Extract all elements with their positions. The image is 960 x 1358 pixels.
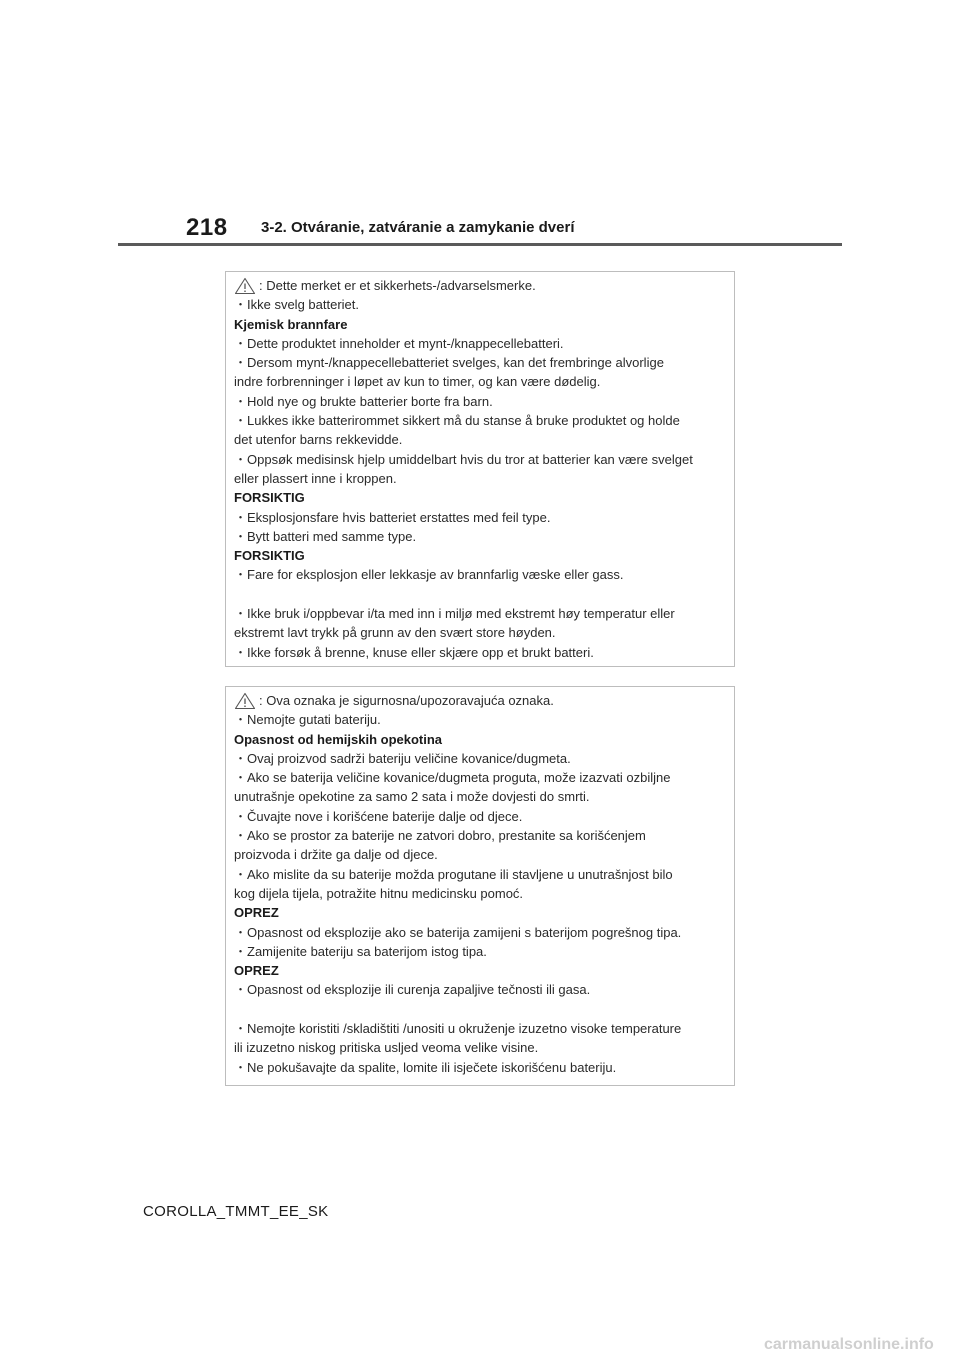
notice-text-line: unutrašnje opekotine za samo 2 sata i može dovjesti do smrti. — [234, 789, 590, 805]
notice-text-line: ・Nemojte koristiti /skladištiti /unositi u okruženje izuzetno visoke temperature — [234, 1021, 682, 1037]
warning-box-norwegian — [225, 271, 735, 667]
notice-text-line: ・Oppsøk medisinsk hjelp umiddelbart hvis du tror at batterier kan være svelget — [234, 451, 693, 467]
notice-heading: FORSIKTIG — [234, 548, 305, 564]
notice-text-line: ・Ako se baterija veličine kovanice/dugmeta proguta, može izazvati ozbiljne — [234, 770, 671, 786]
notice-text-line: ・Ovaj proizvod sadrži bateriju veličine kovanice/dugmeta. — [234, 750, 571, 766]
notice-text-line: ・Nemojte gutati bateriju. — [234, 712, 381, 728]
notice-text-line: ・Ikke bruk i/oppbevar i/ta med inn i miljø med ekstremt høy temperatur eller — [234, 606, 675, 622]
notice-text-line: det utenfor barns rekkevidde. — [234, 432, 403, 448]
notice-text-line: ・Opasnost od eksplozije ili curenja zapaljive tečnosti ili gasa. — [234, 982, 591, 998]
notice-heading: OPREZ — [234, 905, 279, 921]
notice-text-line: ekstremt lavt trykk på grunn av den svært store høyden. — [234, 625, 556, 641]
notice-text-line: ・Fare for eksplosjon eller lekkasje av brannfarlig væske eller gass. — [234, 567, 624, 583]
warning-box-croatian — [225, 686, 735, 1086]
notice-text-line: indre forbrenninger i løpet av kun to timer, og kan være dødelig. — [234, 374, 601, 390]
notice-lines — [234, 295, 728, 662]
notice-text-line: ・Ikke svelg batteriet. — [234, 297, 359, 313]
header-rule — [118, 243, 842, 246]
warning-symbol-line — [234, 276, 728, 295]
document-code: COROLLA_TMMT_EE_SK — [143, 1203, 329, 1220]
notice-text-line: ・Ikke forsøk å brenne, knuse eller skjære opp et brukt batteri. — [234, 644, 594, 660]
warning-symbol-text: : Ova oznaka je sigurnosna/upozoravajuća oznaka. — [259, 693, 554, 708]
page-header — [0, 0, 960, 250]
notice-lines — [234, 710, 728, 1077]
notice-text-line: ・Ne pokušavajte da spalite, lomite ili isječete iskorišćenu bateriju. — [234, 1059, 617, 1075]
notice-text-line: ・Hold nye og brukte batterier borte fra barn. — [234, 393, 493, 409]
notice-text-line: ・Dette produktet inneholder et mynt-/knappecellebatteri. — [234, 335, 564, 351]
notice-text-line: proizvoda i držite ga dalje od djece. — [234, 847, 438, 863]
notice-text-line: ・Ako mislite da su baterije možda progutane ili stavljene u unutrašnjost bilo — [234, 866, 673, 882]
notice-heading: OPREZ — [234, 963, 279, 979]
warning-symbol-line — [234, 691, 728, 710]
notice-heading: Opasnost od hemijskih opekotina — [234, 731, 443, 747]
watermark: carmanualsonline.info — [764, 1336, 934, 1353]
page-number: 218 — [186, 214, 228, 241]
notice-text-line: ・Dersom mynt-/knappecellebatteriet svelges, kan det frembringe alvorlige — [234, 355, 664, 371]
notice-text-line: ・Čuvajte nove i korišćene baterije dalje od djece. — [234, 808, 523, 824]
notice-text-line: ・Eksplosjonsfare hvis batteriet erstattes med feil type. — [234, 509, 551, 525]
section-title: 3-2. Otváranie, zatváranie a zamykanie dverí — [261, 219, 575, 236]
notice-text-line: ・Bytt batteri med samme type. — [234, 528, 417, 544]
notice-text-line: ・Ako se prostor za baterije ne zatvori dobro, prestanite sa korišćenjem — [234, 828, 646, 844]
notice-text-line: kog dijela tijela, potražite hitnu medicinsku pomoć. — [234, 885, 524, 901]
notice-heading: FORSIKTIG — [234, 490, 305, 506]
notice-text-line: ili izuzetno niskog pritiska usljed veoma velike visine. — [234, 1040, 539, 1056]
notice-text-line: eller plassert inne i kroppen. — [234, 470, 397, 486]
notice-heading: Kjemisk brannfare — [234, 316, 348, 332]
warning-triangle-icon — [234, 277, 256, 295]
warning-symbol-text: : Dette merket er et sikkerhets-/advarselsmerke. — [259, 278, 536, 293]
notice-text-line — [234, 585, 728, 604]
notice-text-line: ・Zamijenite bateriju sa baterijom istog tipa. — [234, 943, 487, 959]
notice-text-line — [234, 1000, 728, 1019]
notice-text-line: ・Opasnost od eksplozije ako se baterija zamijeni s baterijom pogrešnog tipa. — [234, 924, 682, 940]
warning-triangle-icon — [234, 692, 256, 710]
notice-text-line: ・Lukkes ikke batterirommet sikkert må du stanse å bruke produktet og holde — [234, 413, 680, 429]
